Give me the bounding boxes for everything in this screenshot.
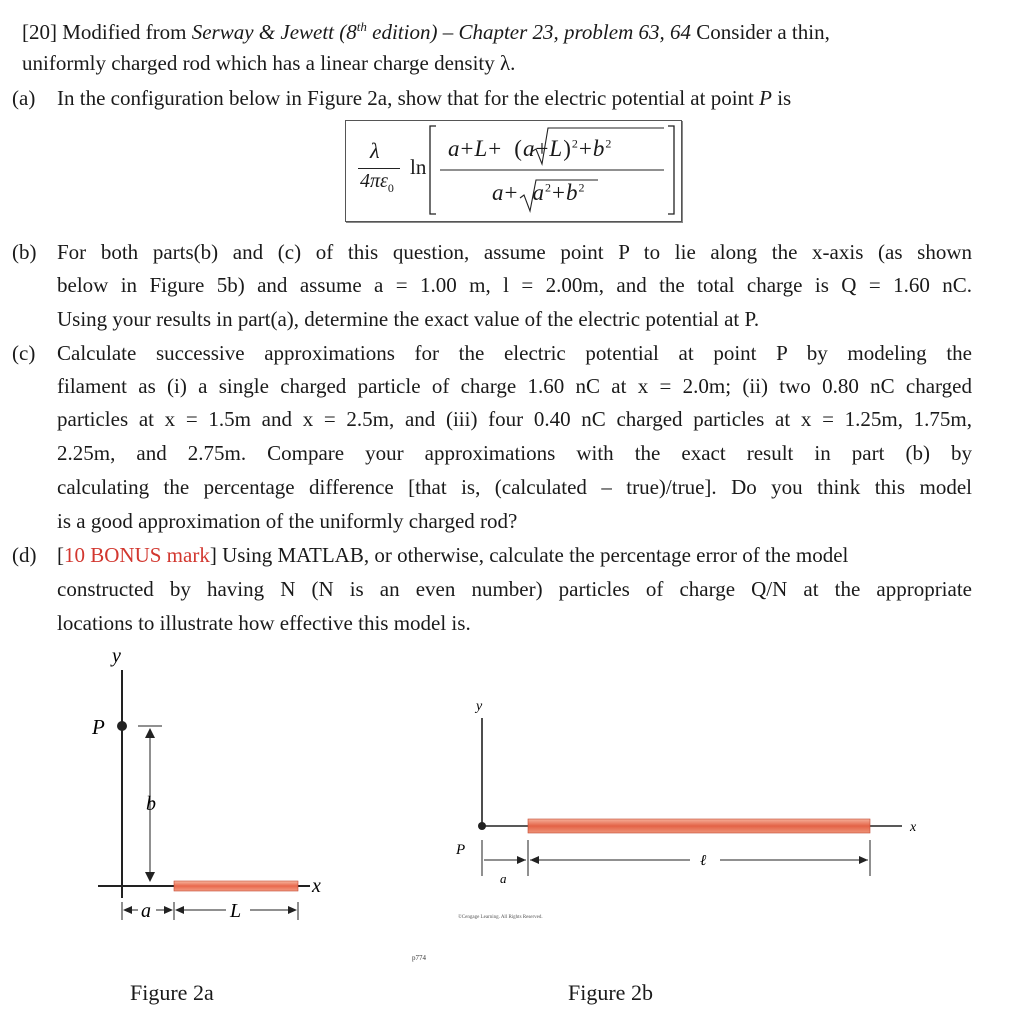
source-name: Serway & Jewett (8 [191, 20, 357, 44]
part-a-label: (a) [12, 86, 36, 110]
part-d-open-bracket: [ [57, 543, 64, 567]
fig2a-l-label: L [230, 900, 242, 922]
formula-denominator-render: $a+ a^2+b^2$ [492, 180, 586, 205]
part-a-tail: is [771, 86, 792, 110]
intro-line-1 [22, 14, 830, 45]
fig2a-p-label: P [92, 715, 105, 739]
formula-eps-sub: 0 [387, 181, 394, 195]
part-b-label: (b) [12, 240, 37, 264]
figure-2a [80, 640, 340, 960]
formula-ln: ln [410, 155, 427, 179]
part-b-line-1: For both parts(b) and (c) of this question, assume point P to lie along the x-axis (as shown [57, 240, 972, 264]
formula-numerator-render: $a+L+ (a+L)^2+b^2$ [448, 136, 613, 161]
source-title [192, 20, 691, 44]
part-a-var: P [759, 86, 772, 110]
part-c-label: (c) [12, 341, 36, 365]
edition-sup: th [356, 19, 367, 34]
intro-prefix: [20] Modified from [22, 20, 192, 44]
part-d-line-2: constructed by having N (N is an even number) particles of charge Q/N at the appropriate [57, 577, 972, 601]
part-c-line-2: filament as (i) a single charged particle of charge 1.60 nC at x = 2.0m; (ii) two 0.80 nC charged [57, 374, 972, 398]
formula-4pie: 4πε [360, 170, 388, 192]
fig2a-b-label: b [146, 793, 156, 815]
part-d-label: (d) [12, 543, 37, 567]
fig2b-a-label: a [500, 871, 507, 886]
formula-fraction-bar-1 [358, 168, 400, 169]
part-c-line-4: 2.25m, and 2.75m. Compare your approximations with the exact result in part (b) by [57, 441, 972, 465]
fig2b-x-label: x [910, 820, 917, 835]
fig2a-point-p [117, 721, 127, 731]
fig2a-rod [174, 881, 298, 891]
fig2b-y-label: y [476, 699, 483, 714]
part-c-line-1: Calculate successive approximations for the electric potential at point P by modeling the [57, 341, 972, 365]
fig2a-y-label: y [112, 645, 121, 667]
fig2b-l-label: ℓ [700, 853, 707, 869]
fig2b-copyright: ©Cengage Learning. All Rights Reserved. [458, 915, 543, 920]
part-c-line-6: is a good approximation of the uniformly charged rod? [57, 509, 518, 533]
figure-2a-caption: Figure 2a [130, 980, 214, 1005]
part-b-line-2: below in Figure 5b) and assume a = 1.00 m, l = 2.00m, and the total charge is Q = 1.60 nC. [57, 273, 972, 297]
intro-suffix: Consider a thin, [691, 20, 830, 44]
part-d-line-3: locations to illustrate how effective this model is. [57, 611, 471, 635]
source-edition: edition) – Chapter 23, problem 63, 64 [366, 20, 692, 44]
bonus-mark: 10 BONUS mark [64, 543, 210, 567]
formula-lambda: λ [370, 138, 380, 163]
fig2b-point-p [478, 822, 486, 830]
part-a-text [57, 85, 791, 111]
page-number: p774 [412, 954, 426, 962]
figure-2b-caption: Figure 2b [568, 980, 653, 1005]
figure-2b [412, 690, 920, 962]
fig2a-a-label: a [141, 900, 151, 922]
part-c-line-5: calculating the percentage difference [that is, (calculated – true)/true]. Do you think this model [57, 475, 972, 499]
part-d-line-1 [57, 542, 848, 568]
fig2b-p-label: P [456, 842, 466, 858]
formula-denominator-1 [360, 170, 394, 196]
intro-line-2: uniformly charged rod which has a linear charge density λ. [22, 51, 516, 75]
part-a-body: In the configuration below in Figure 2a, show that for the electric potential at point [57, 86, 760, 110]
part-c-line-3: particles at x = 1.5m and x = 2.5m, and (iii) four 0.40 nC charged particles at x = 1.25m, 1.75m, [57, 407, 972, 431]
part-d-rest: ] Using MATLAB, or otherwise, calculate the percentage error of the model [209, 543, 849, 567]
fig2b-rod [528, 819, 870, 833]
fig2a-x-label: x [312, 875, 321, 897]
part-b-line-3: Using your results in part(a), determine the exact value of the electric potential at P. [57, 307, 760, 331]
